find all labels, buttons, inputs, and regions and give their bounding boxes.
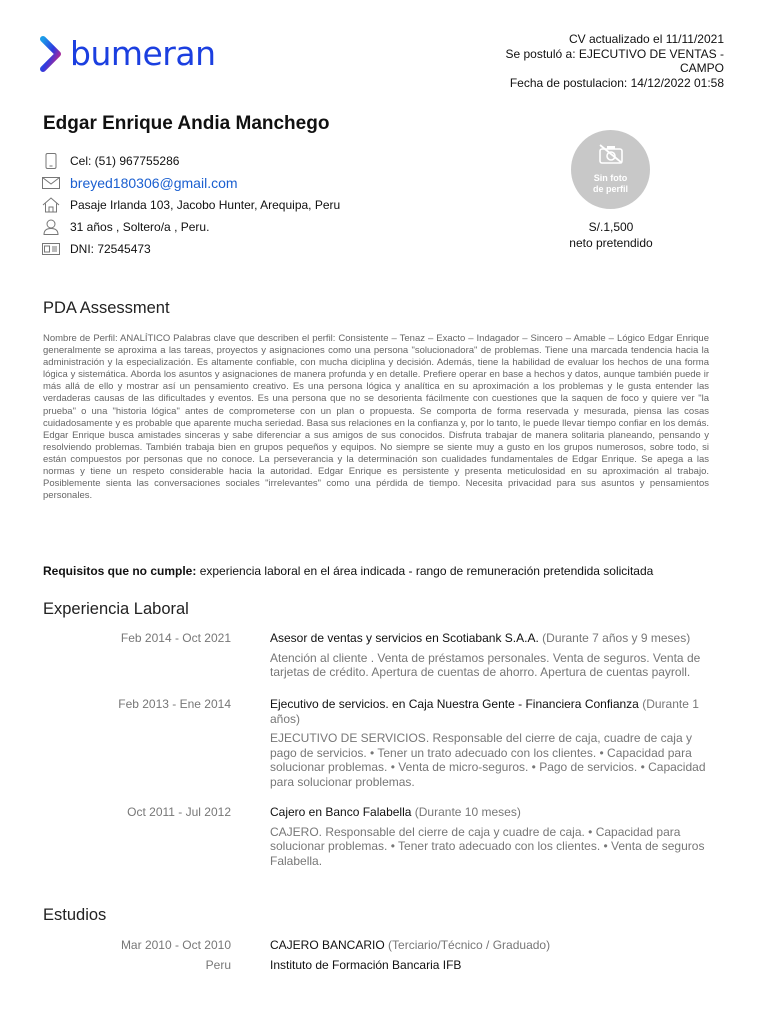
salary-label: neto pretendido: [569, 236, 653, 250]
photo-text: [593, 173, 628, 195]
job-description: CAJERO. Responsable del cierre de caja y cuadre de caja. • Capacidad para solucionar problemas. • Tener trato adecuado con los clientes. • Venta de seguros Falabella.: [270, 824, 705, 868]
bumeran-logo-icon: [40, 36, 66, 72]
phone-row: [40, 150, 340, 172]
phone-icon: [40, 152, 62, 170]
education-date: Mar 2010 - Oct 2010: [120, 938, 231, 952]
job-title: Cajero en Banco Falabella: [270, 805, 412, 819]
job-date: Feb 2014 - Oct 2021: [120, 631, 231, 645]
photo-text-line1: Sin foto: [593, 173, 628, 183]
cv-updated-date: CV actualizado el 11/11/2021: [569, 32, 724, 46]
job-title: Ejecutivo de servicios. en Caja Nuestra Gente - Financiera Confianza: [270, 697, 639, 711]
job-date: Feb 2013 - Ene 2014: [118, 697, 231, 711]
job-duration: (Durante 10 meses): [414, 805, 521, 819]
job-body: [270, 631, 715, 680]
education-location: Peru: [205, 958, 231, 972]
id-card-icon: [40, 240, 62, 258]
requirements-value: experiencia laboral en el área indicada - rango de remuneración pretendida solicitada: [199, 564, 654, 578]
email-row: [40, 172, 340, 194]
address-row: [40, 194, 340, 216]
address: Pasaje Irlanda 103, Jacobo Hunter, Arequipa, Peru: [70, 198, 341, 212]
job-description: EJECUTIVO DE SERVICIOS. Responsable del cierre de caja, cuadre de caja y pago de servicios. • Tener un trato adecuado con los clientes. • Capacidad para solucionar problemas. • Venta de micro-seguros. • Pago de servicios. • Capacidad para solucionar problemas.: [270, 731, 706, 789]
mail-icon: [40, 174, 62, 192]
personal-details: 31 años , Soltero/a , Peru.: [70, 220, 210, 234]
job-duration: (Durante 1 años): [270, 697, 699, 726]
email-link[interactable]: breyed180306@gmail.com: [70, 175, 238, 191]
education-level: (Terciario/Técnico / Graduado): [388, 938, 551, 952]
salary-expectation: [540, 219, 682, 251]
home-icon: [40, 196, 62, 214]
dni-number: DNI: 72545473: [70, 242, 151, 256]
salary-amount: S/.1,500: [588, 220, 634, 234]
education-institution: Instituto de Formación Bancaria IFB: [270, 957, 462, 972]
education-heading: Estudios: [43, 906, 107, 924]
application-date: Fecha de postulacion: 14/12/2022 01:58: [509, 75, 724, 90]
brand-name: bumeran: [70, 34, 216, 73]
job-body: [270, 697, 715, 789]
experience-heading: Experiencia Laboral: [43, 600, 189, 618]
profile-photo-placeholder: [571, 130, 650, 209]
application-meta: [464, 32, 724, 90]
pda-text: Nombre de Perfil: ANALÍTICO Palabras clave que describen el perfil: Consistente – Tenaz – Exacto – Indagador – Sincero – Amable – Lógico Edgar Enrique generalmente se aproxima a las tareas, proyectos y asignaciones como una persona "solucionadora" de problemas. Tiene una marcada tendencia hacia la administración y la especialización. Es altamente confiable, con mucha diciplina y decisión. Además, tiene la habilidad de evaluar los hechos de una forma lógica y sistemática. Aborda los asuntos y asignaciones de manera profunda y en detalle. Prefiere operar en base a hechos y datos, aunque también puede ir más allá de ello y mostrar así un pensamiento creativo. Es una persona lógica y analítica en su aproximación a los problemas y le gusta entender las verdaderas causas de las dificultades y eventos. Es una persona que no se desorienta fácilmente con cuestiones que la saquen de foco y quiere ver "la prueba" o una "historia lógica" antes de comprometerse con un plan o propuesta. Se comporta de forma reservada y mesurada, piensa las cosas cuidadosamente y es probable que aparente mucha seriedad. Basa sus relaciones en la confianza y, por lo tanto, le puede llevar tiempo confiar en los demás. Edgar Enrique busca amistades sinceras y sabe diferenciar a sus amigos de sus conocidos. Disfruta trabajar de manera solitaria planeando, pensando y resolviendo problemas. También trabaja bien en grupos pequeños y equipos. No siempre se siente muy a gusto en los grupos numerosos, sobre todo, si están compuestos por personas que no conoce. La perseverancia y la determinación son cualidades fundamentales de Edgar Enrique. Se apega a las normas y tiene un respeto considerable hacia la autoridad. Edgar Enrique es persistente y presenta meticulosidad en su aproximación al trabajo. Posiblemente sienta las conversaciones sociales "irrelevantes" como una pérdida de tiempo. Necesita privacidad para sus asuntos y pensamientos personales.: [43, 333, 709, 502]
dni-row: [40, 238, 340, 260]
personal-row: [40, 216, 340, 238]
candidate-name: Edgar Enrique Andia Manchego: [43, 113, 330, 134]
pda-heading: PDA Assessment: [43, 299, 170, 317]
bumeran-logo[interactable]: [40, 34, 216, 73]
no-camera-icon: [598, 144, 624, 169]
applied-position: Se postuló a: EJECUTIVO DE VENTAS - CAMPO: [505, 46, 724, 75]
job-body: [270, 805, 715, 868]
job-duration: (Durante 7 años y 9 meses): [542, 631, 691, 645]
education-title: CAJERO BANCARIO: [270, 938, 385, 952]
phone-number: Cel: (51) 967755286: [70, 154, 180, 168]
user-icon: [40, 218, 62, 236]
contact-info: [40, 150, 340, 260]
job-date: Oct 2011 - Jul 2012: [127, 805, 231, 819]
requirements-not-met: [43, 564, 653, 578]
job-title: Asesor de ventas y servicios en Scotiabank S.A.A.: [270, 631, 539, 645]
photo-text-line2: de perfil: [592, 184, 628, 194]
requirements-label: Requisitos que no cumple:: [43, 564, 197, 578]
education-body: [270, 938, 715, 972]
job-description: Atención al cliente . Venta de préstamos personales. Venta de seguros. Venta de tarjetas de crédito. Apertura de cuentas de ahorro. Apertura de cuentas payroll.: [270, 650, 701, 679]
